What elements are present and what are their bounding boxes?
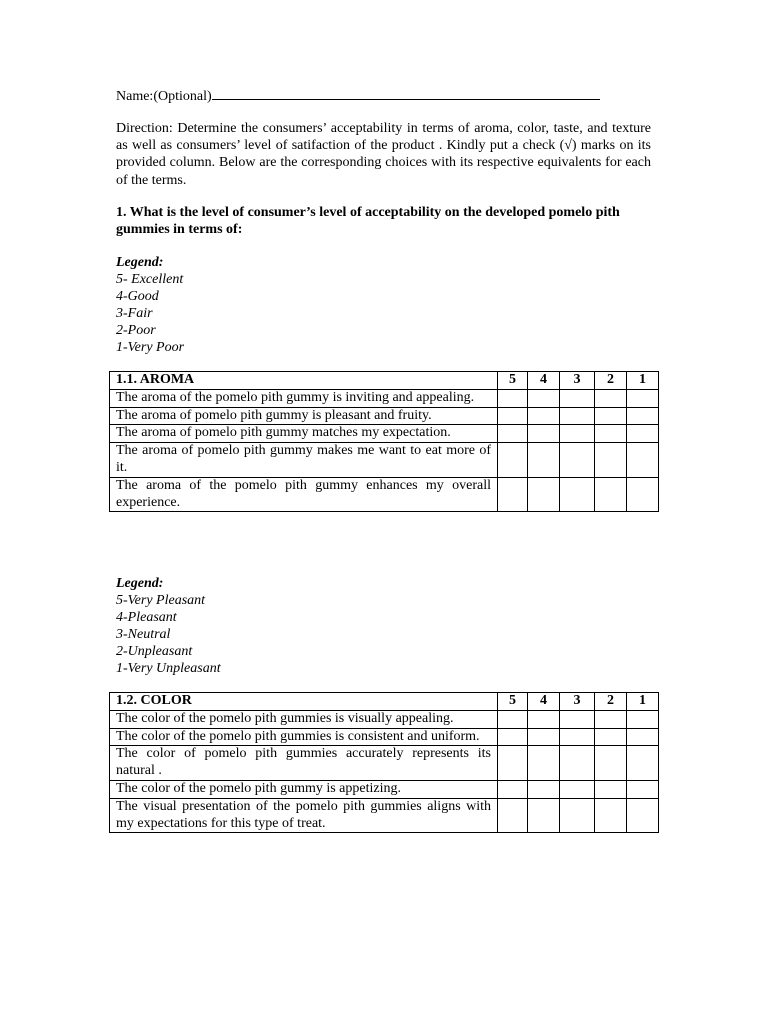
rating-cell[interactable] bbox=[498, 798, 528, 833]
legend-item: 1-Very Poor bbox=[116, 340, 185, 355]
color-table bbox=[109, 692, 659, 833]
table-row bbox=[110, 710, 659, 728]
rating-cell[interactable] bbox=[528, 798, 560, 833]
statement-cell: The aroma of the pomelo pith gummy enhances my overall experience. bbox=[110, 477, 498, 512]
legend-item: 1-Very Unpleasant bbox=[116, 661, 221, 676]
legend-item: 2-Unpleasant bbox=[116, 644, 193, 659]
table-row bbox=[110, 425, 659, 443]
rating-cell[interactable] bbox=[528, 407, 560, 425]
rating-cell[interactable] bbox=[528, 746, 560, 781]
statement-cell: The color of the pomelo pith gummy is appetizing. bbox=[110, 780, 498, 798]
legend-item: 3-Neutral bbox=[116, 627, 171, 642]
rating-cell[interactable] bbox=[595, 746, 627, 781]
scale-1-header: 1 bbox=[627, 372, 659, 390]
legend-item: 5- Excellent bbox=[116, 272, 184, 287]
rating-cell[interactable] bbox=[498, 425, 528, 443]
statement-cell: The aroma of pomelo pith gummy is pleasant and fruity. bbox=[110, 407, 498, 425]
rating-cell[interactable] bbox=[627, 746, 659, 781]
rating-cell[interactable] bbox=[528, 728, 560, 746]
aroma-table bbox=[109, 371, 659, 512]
scale-2-header: 2 bbox=[595, 693, 627, 711]
color-header-row bbox=[110, 693, 659, 711]
rating-cell[interactable] bbox=[528, 710, 560, 728]
statement-cell: The aroma of the pomelo pith gummy is inviting and appealing. bbox=[110, 389, 498, 407]
legend-item: 4-Good bbox=[116, 289, 159, 304]
rating-cell[interactable] bbox=[498, 389, 528, 407]
rating-cell[interactable] bbox=[560, 798, 595, 833]
legend-title: Legend: bbox=[116, 255, 164, 270]
rating-cell[interactable] bbox=[498, 710, 528, 728]
legend-item: 2-Poor bbox=[116, 323, 156, 338]
rating-cell[interactable] bbox=[560, 728, 595, 746]
statement-cell: The color of pomelo pith gummies accurately represents its natural . bbox=[110, 746, 498, 781]
legend-item: 4-Pleasant bbox=[116, 610, 177, 625]
table-row bbox=[110, 780, 659, 798]
rating-cell[interactable] bbox=[627, 798, 659, 833]
rating-cell[interactable] bbox=[528, 477, 560, 512]
table-row bbox=[110, 746, 659, 781]
scale-2-header: 2 bbox=[595, 372, 627, 390]
direction-text: Direction: Determine the consumers’ acceptability in terms of aroma, color, taste, and texture as well as consumers’ level of satifaction of the product . Kindly put a check (√) marks on its provided column. Below are the corresponding choices with its respective equivalents for each of the terms. bbox=[116, 121, 651, 188]
scale-5-header: 5 bbox=[498, 693, 528, 711]
legend-color bbox=[116, 575, 221, 677]
name-label: Name:(Optional) bbox=[116, 89, 212, 104]
rating-cell[interactable] bbox=[560, 425, 595, 443]
scale-3-header: 3 bbox=[560, 693, 595, 711]
question-1: 1. What is the level of consumer’s level of acceptability on the developed pomelo pith gummies in terms of: bbox=[116, 205, 620, 237]
name-field bbox=[116, 86, 600, 105]
table-row bbox=[110, 389, 659, 407]
scale-5-header: 5 bbox=[498, 372, 528, 390]
rating-cell[interactable] bbox=[528, 389, 560, 407]
rating-cell[interactable] bbox=[560, 710, 595, 728]
rating-cell[interactable] bbox=[498, 407, 528, 425]
rating-cell[interactable] bbox=[627, 710, 659, 728]
rating-cell[interactable] bbox=[560, 443, 595, 478]
statement-cell: The aroma of pomelo pith gummy matches my expectation. bbox=[110, 425, 498, 443]
table-row bbox=[110, 477, 659, 512]
rating-cell[interactable] bbox=[498, 780, 528, 798]
rating-cell[interactable] bbox=[627, 425, 659, 443]
rating-cell[interactable] bbox=[595, 798, 627, 833]
scale-3-header: 3 bbox=[560, 372, 595, 390]
rating-cell[interactable] bbox=[595, 728, 627, 746]
aroma-title: 1.1. AROMA bbox=[110, 372, 498, 390]
rating-cell[interactable] bbox=[595, 443, 627, 478]
rating-cell[interactable] bbox=[528, 780, 560, 798]
rating-cell[interactable] bbox=[560, 780, 595, 798]
name-blank-line[interactable] bbox=[212, 86, 600, 100]
legend-title: Legend: bbox=[116, 576, 164, 591]
rating-cell[interactable] bbox=[627, 477, 659, 512]
scale-1-header: 1 bbox=[627, 693, 659, 711]
rating-cell[interactable] bbox=[595, 407, 627, 425]
legend-item: 3-Fair bbox=[116, 306, 153, 321]
statement-cell: The color of the pomelo pith gummies is visually appealing. bbox=[110, 710, 498, 728]
statement-cell: The color of the pomelo pith gummies is consistent and uniform. bbox=[110, 728, 498, 746]
rating-cell[interactable] bbox=[595, 389, 627, 407]
rating-cell[interactable] bbox=[627, 780, 659, 798]
legend-item: 5-Very Pleasant bbox=[116, 593, 206, 608]
table-row bbox=[110, 728, 659, 746]
rating-cell[interactable] bbox=[560, 407, 595, 425]
legend-aroma bbox=[116, 254, 184, 356]
table-row bbox=[110, 443, 659, 478]
rating-cell[interactable] bbox=[595, 477, 627, 512]
rating-cell[interactable] bbox=[498, 746, 528, 781]
statement-cell: The aroma of pomelo pith gummy makes me want to eat more of it. bbox=[110, 443, 498, 478]
rating-cell[interactable] bbox=[498, 728, 528, 746]
rating-cell[interactable] bbox=[528, 425, 560, 443]
rating-cell[interactable] bbox=[560, 389, 595, 407]
color-title: 1.2. COLOR bbox=[110, 693, 498, 711]
rating-cell[interactable] bbox=[498, 477, 528, 512]
rating-cell[interactable] bbox=[560, 477, 595, 512]
rating-cell[interactable] bbox=[498, 443, 528, 478]
scale-4-header: 4 bbox=[528, 372, 560, 390]
aroma-header-row bbox=[110, 372, 659, 390]
rating-cell[interactable] bbox=[627, 407, 659, 425]
rating-cell[interactable] bbox=[560, 746, 595, 781]
rating-cell[interactable] bbox=[595, 780, 627, 798]
rating-cell[interactable] bbox=[627, 443, 659, 478]
rating-cell[interactable] bbox=[627, 389, 659, 407]
scale-4-header: 4 bbox=[528, 693, 560, 711]
rating-cell[interactable] bbox=[528, 443, 560, 478]
statement-cell: The visual presentation of the pomelo pith gummies aligns with my expectations for this type of treat. bbox=[110, 798, 498, 833]
rating-cell[interactable] bbox=[595, 425, 627, 443]
rating-cell[interactable] bbox=[595, 710, 627, 728]
rating-cell[interactable] bbox=[627, 728, 659, 746]
table-row bbox=[110, 407, 659, 425]
table-row bbox=[110, 798, 659, 833]
